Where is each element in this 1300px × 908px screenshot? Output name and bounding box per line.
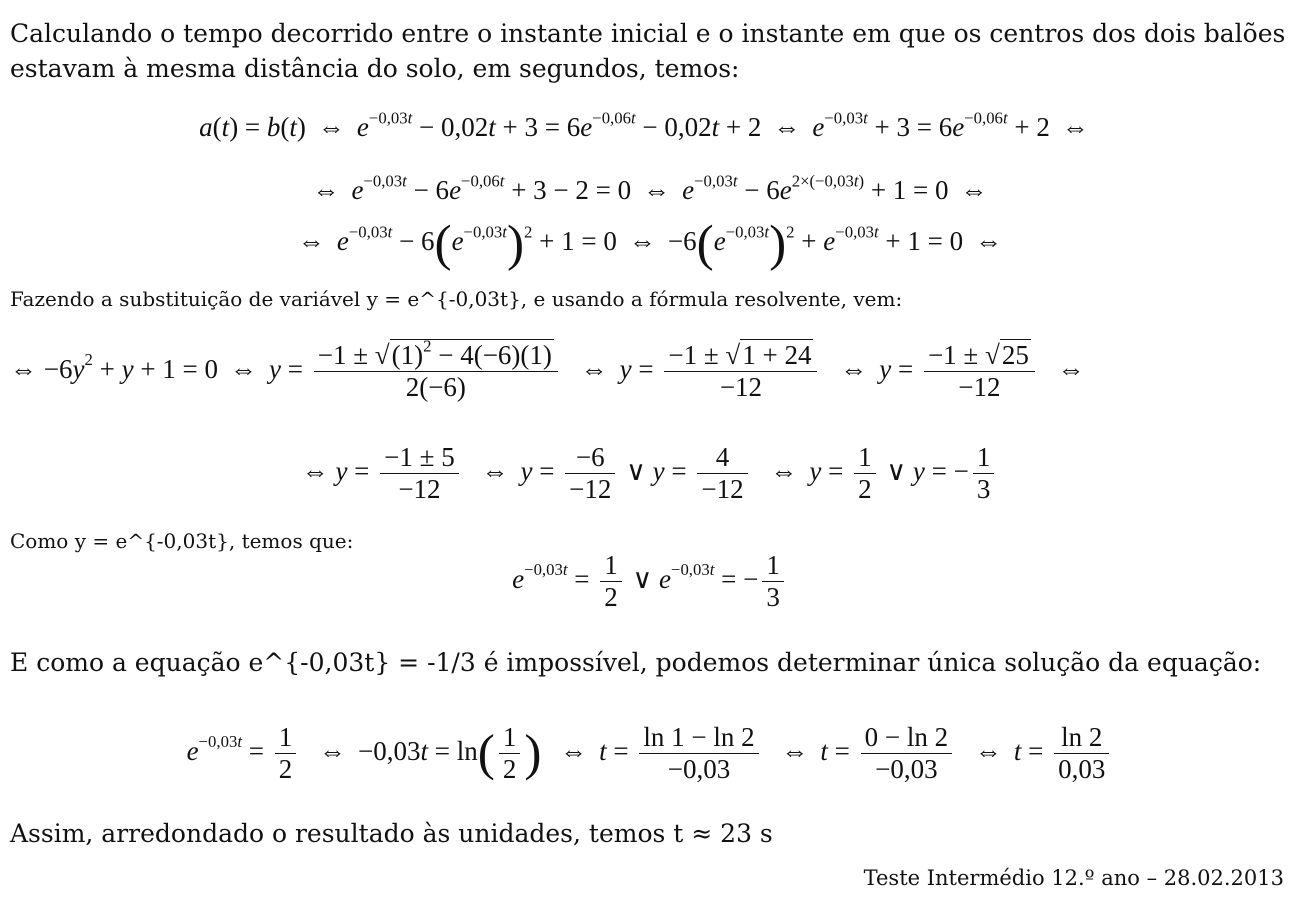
equation-line-5: ⇔ y = $\frac{-1 \pm 5}{-12}$ ⇔ y = $\frac{-6}{-12}$ ∨ y = $\frac{4}{-12}$ ⇔ y = $\frac{1}{2}$ ∨ y = − $\frac{1}{3}$ <box>0 442 1300 505</box>
equation-line-1: a(t) = b(t) ⇔ $e^{-0,03t} - 0,02t + 3 = 6e^{-0,06t} - 0,02t + 2$ ⇔ $e^{-0,03t} + 3 = 6e^{-0,06t} + 2$ ⇔ <box>199 108 1089 142</box>
intro-paragraph: Calculando o tempo decorrido entre o instante inicial e o instante em que os centros dos dois balões estavam à mesma distância do solo, em segundos, temos: <box>10 19 1286 83</box>
impossible-paragraph: E como a equação e^{-0,03t} = -1/3 é impossível, podemos determinar única solução da equação: <box>10 648 1262 677</box>
equation-line-2: ⇔ $e^{-0,03t} - 6e^{-0,06t} + 3 - 2 = 0$ ⇔ $e^{-0,03t} - 6e^{2\times(-0,03t)} + 1 = 0$ ⇔ <box>312 171 988 205</box>
since-paragraph: Como y = e^{-0,03t}, temos que: <box>10 529 354 553</box>
source-footer: Teste Intermédio 12.º ano – 28.02.2013 <box>863 866 1284 890</box>
substitution-paragraph: Fazendo a substituição de variável y = e^{-0,03t}, e usando a fórmula resolvente, vem: <box>10 287 903 311</box>
equation-line-4: ⇔ $-6y^2 + y + 1 = 0$ ⇔ y = $\frac{-1 \pm √(1)^2 - 4(-6)(1)}{2(-6)}$ ⇔ y = $\frac{-1 \pm √1 + 24}{-12}$ ⇔ y = $\frac{-1 \pm √25}{-12}$ ⇔ <box>10 336 1085 403</box>
equation-line-3: ⇔ $e^{-0,03t} - 6(e^{-0,03t})^2 + 1 = 0$ ⇔ $-6(e^{-0,03t})^2 + e^{-0,03t} + 1 = 0$ ⇔ <box>297 214 1003 272</box>
equation-line-6: $e^{-0,03t}$ = $\frac{1}{2}$ ∨ $e^{-0,03t}$ = − $\frac{1}{3}$ <box>0 550 1300 613</box>
equation-line-7: $e^{-0,03t}$ = $\frac{1}{2}$ ⇔ −0,03t = ln( $\frac{1}{2}$ ) ⇔ t = $\frac{\ln 1 - \ln 2}{-0,03}$ ⇔ t = $\frac{0 - \ln 2}{-0,03}$ ⇔ t = $\frac{\ln 2}{0,03}$ <box>0 722 1300 785</box>
conclusion-paragraph: Assim, arredondado o resultado às unidades, temos t ≈ 23 s <box>10 819 773 848</box>
